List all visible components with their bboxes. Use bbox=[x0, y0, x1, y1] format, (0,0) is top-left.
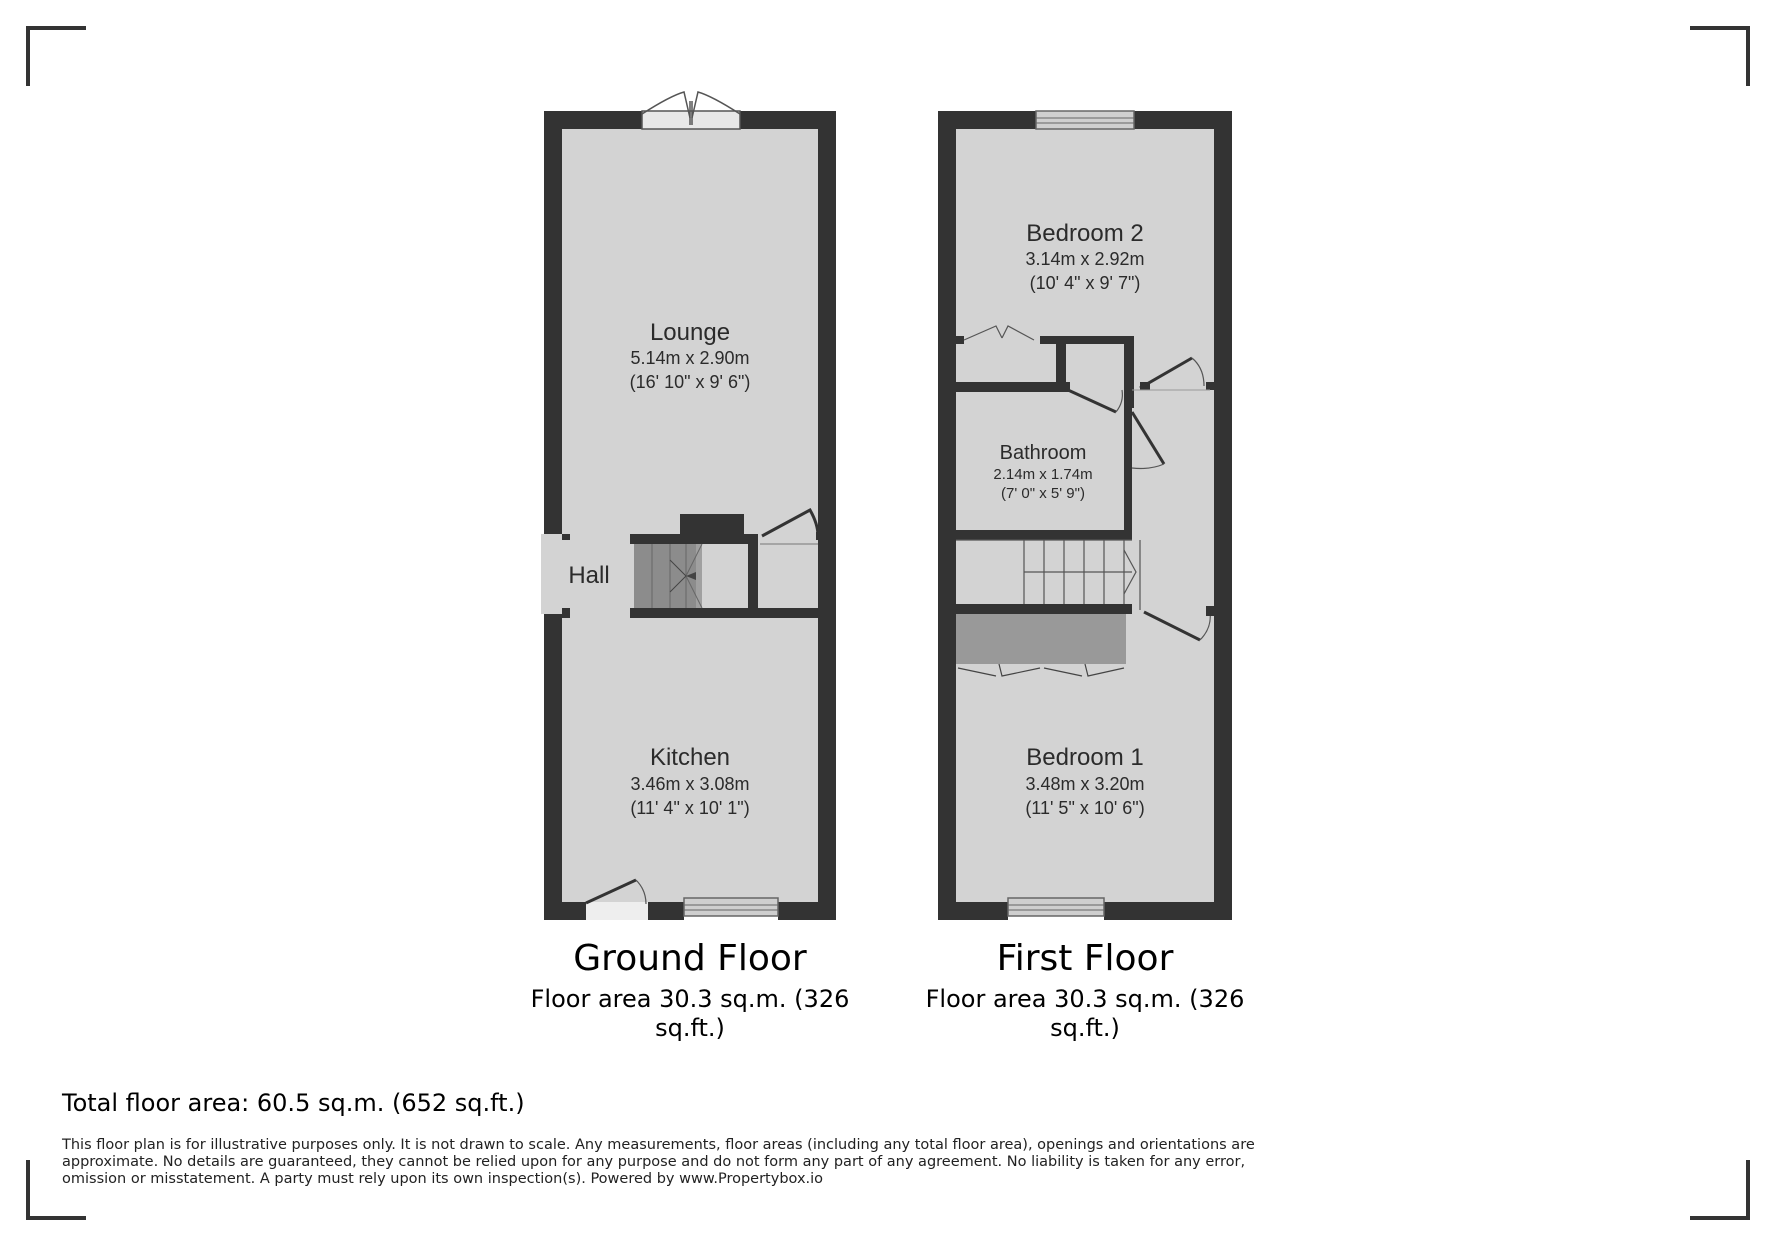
french-doors bbox=[642, 92, 740, 129]
kitchen-size-imperial: (11' 4" x 10' 1") bbox=[630, 798, 750, 818]
bedroom1-size-metric: 3.48m x 3.20m bbox=[1025, 774, 1145, 794]
staircase bbox=[634, 544, 702, 608]
first-floor-area: Floor area 30.3 sq.m. (326 sq.ft.) bbox=[925, 985, 1245, 1042]
first-floor-plan bbox=[938, 111, 1232, 920]
bathroom-size-metric: 2.14m x 1.74m bbox=[993, 466, 1093, 483]
ground-floor-plan bbox=[541, 92, 836, 920]
ground-floor-area: Floor area 30.3 sq.m. (326 sq.ft.) bbox=[530, 985, 850, 1042]
bathroom-name: Bathroom bbox=[999, 442, 1087, 464]
bedroom2-name: Bedroom 2 bbox=[1026, 220, 1144, 247]
bedroom1-window bbox=[1008, 898, 1104, 916]
staircase-first-floor bbox=[956, 540, 1140, 610]
lounge-size-imperial: (16' 10" x 9' 6") bbox=[629, 372, 751, 392]
kitchen-name: Kitchen bbox=[649, 744, 731, 771]
crop-marks bbox=[28, 28, 1748, 1218]
kitchen-window bbox=[684, 898, 778, 916]
bedroom1-name: Bedroom 1 bbox=[1026, 744, 1144, 771]
first-floor-title: First Floor bbox=[996, 938, 1174, 979]
kitchen-size-metric: 3.46m x 3.08m bbox=[630, 774, 750, 794]
bathroom-size-imperial: (7' 0" x 5' 9") bbox=[1001, 485, 1085, 502]
bedroom2-window bbox=[1036, 111, 1134, 129]
hall-name: Hall bbox=[568, 562, 610, 589]
ground-floor-title: Ground Floor bbox=[573, 938, 807, 979]
bedroom2-size-imperial: (10' 4" x 9' 7") bbox=[1029, 273, 1141, 293]
disclaimer-text: This floor plan is for illustrative purposes only. It is not drawn to scale. Any measurements, floor areas (including any total floor area), openings and orientations are approximate. No details are guaranteed, they cannot be relied upon for any purpose and do not form any part of any agreement. No liability is taken for any error, omission or misstatement. A party must rely upon its own inspection(s). Powered by www.Propertybox.io bbox=[62, 1137, 1255, 1187]
lounge-size-metric: 5.14m x 2.90m bbox=[630, 348, 750, 368]
bedroom2-size-metric: 3.14m x 2.92m bbox=[1025, 249, 1145, 269]
total-floor-area: Total floor area: 60.5 sq.m. (652 sq.ft.) bbox=[62, 1089, 525, 1117]
bedroom1-size-imperial: (11' 5" x 10' 6") bbox=[1025, 798, 1145, 818]
lounge-name: Lounge bbox=[649, 319, 731, 346]
